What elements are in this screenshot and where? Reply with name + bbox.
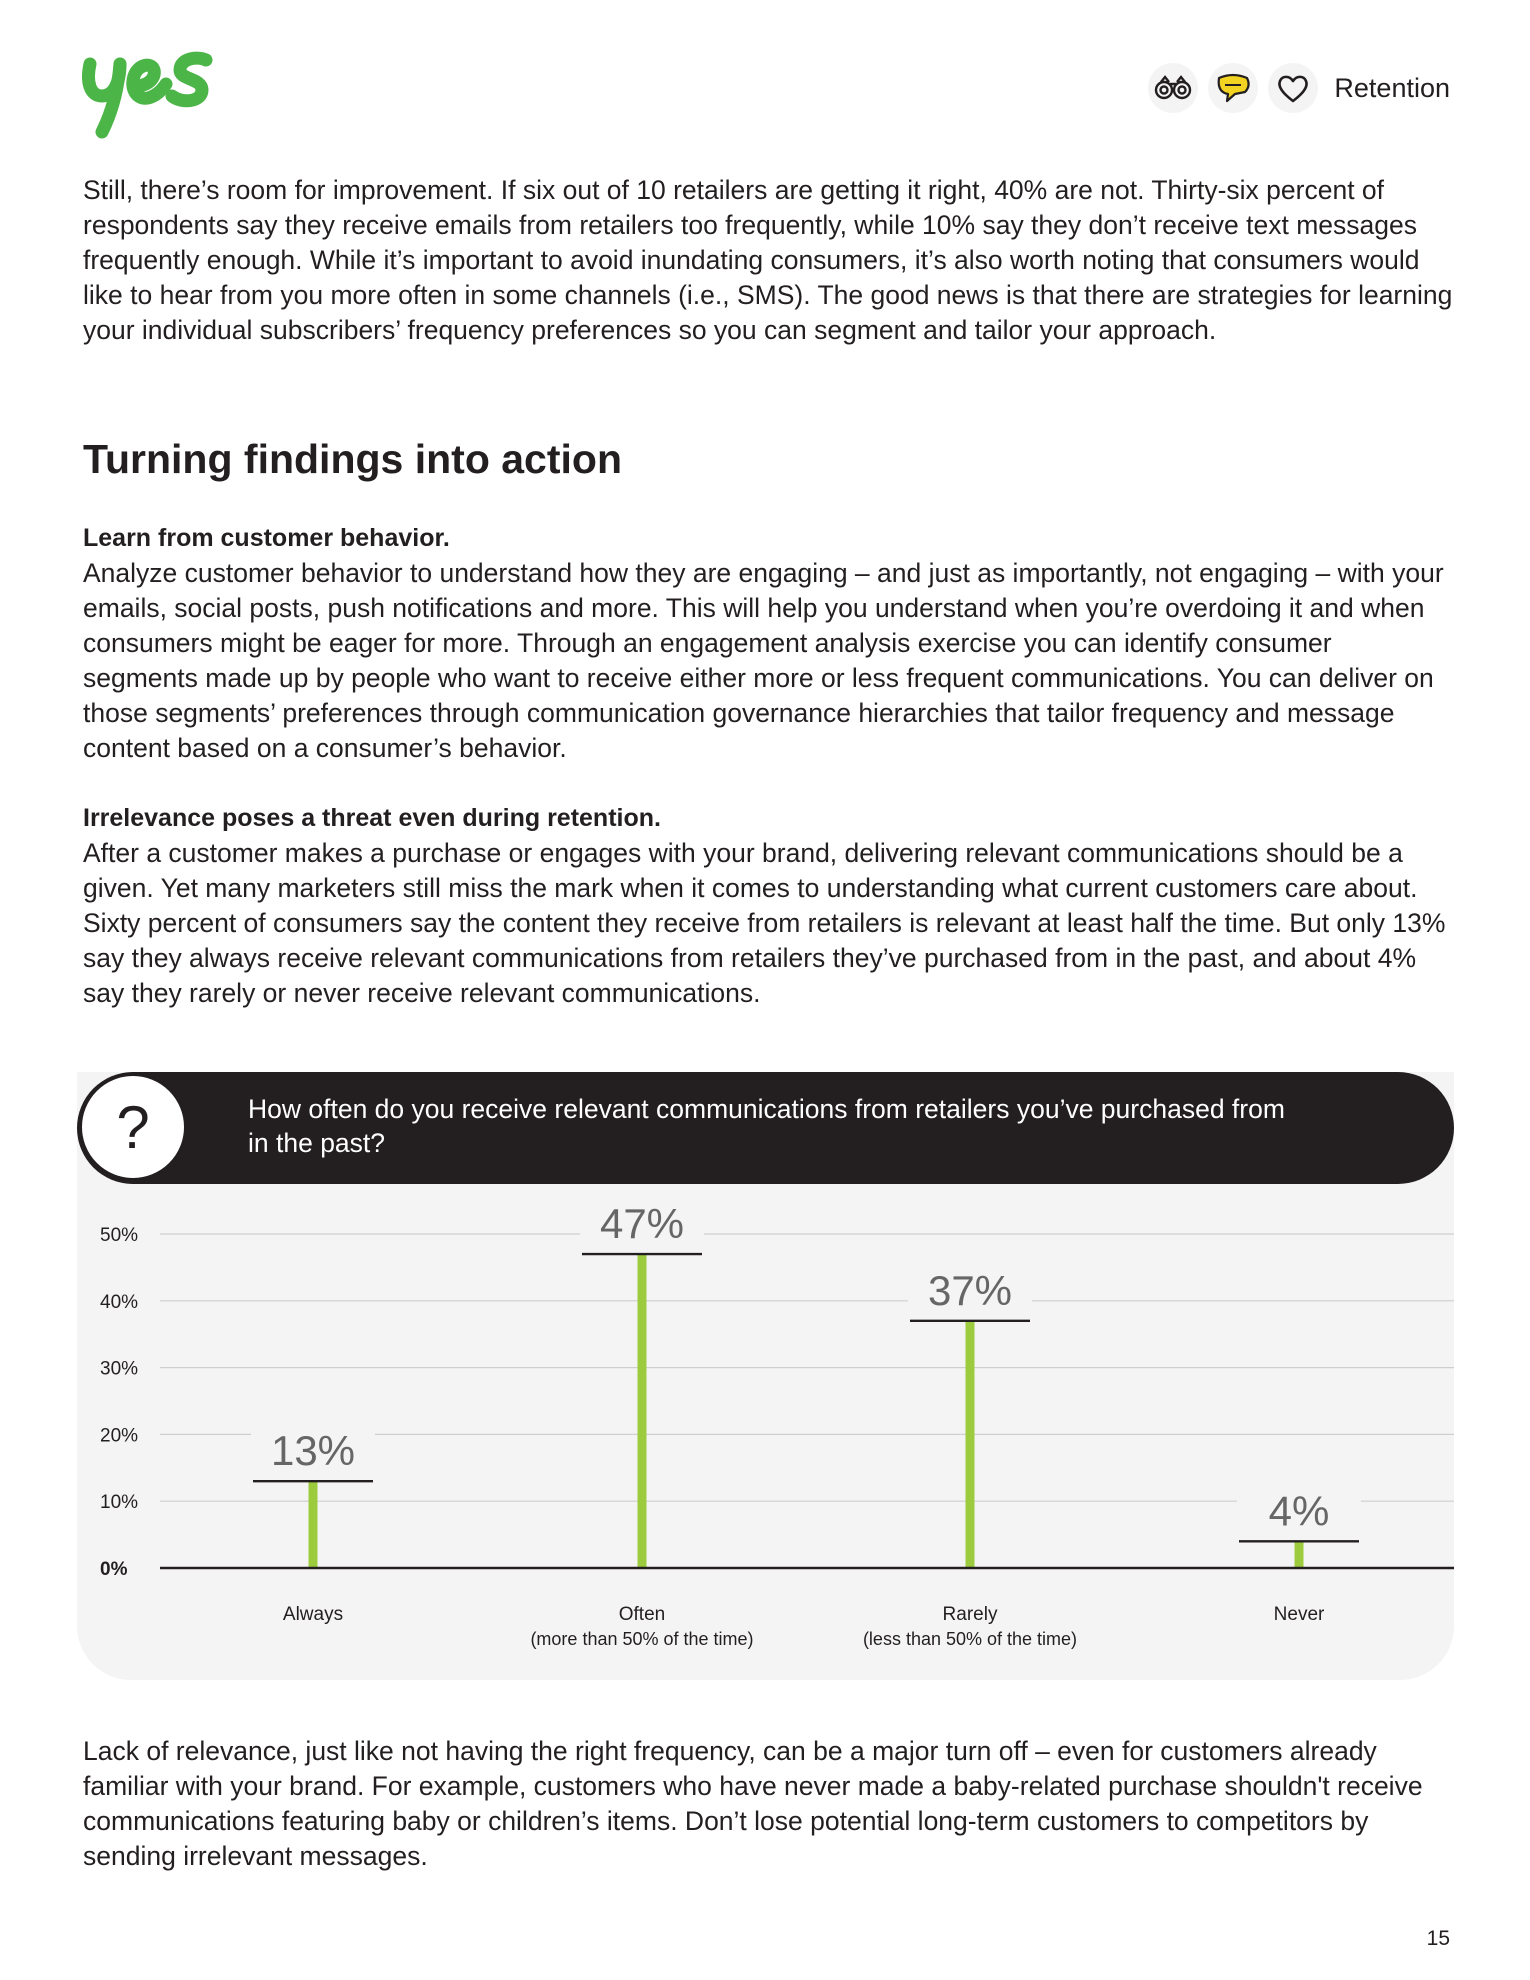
subheading-irrelevance: Irrelevance poses a threat even during retention. xyxy=(83,804,661,832)
y-tick-label: 10% xyxy=(100,1492,139,1514)
y-tick-label: 20% xyxy=(100,1425,139,1447)
category-sublabel: (less than 50% of the time) xyxy=(862,1629,1078,1649)
bar xyxy=(638,1254,647,1568)
intro-paragraph: Still, there’s room for improvement. If six out of 10 retailers are getting it right, 40% are not. Thirty-six percent of respondents say they receive emails from retailers too frequently, while 10% say they don’t receive text messages frequently enough. While it’s important to avoid inundating consumers, it’s also worth noting that consumers would like to hear from you more often in some channels (i.e., SMS). The good news is that there are strategies for learning your individual subscribers’ frequency preferences so you can segment and tailor your approach. xyxy=(83,175,1453,345)
y-tick-label: 50% xyxy=(100,1225,139,1246)
section-heading: Turning findings into action xyxy=(83,436,622,482)
value-label: 4% xyxy=(1268,1487,1330,1535)
category-label: Often xyxy=(618,1604,666,1625)
category-label: Rarely xyxy=(942,1604,998,1625)
question-text: How often do you receive relevant communications from retailers you’ve purchased from in the past? xyxy=(248,1094,1285,1158)
question-symbol: ? xyxy=(116,1093,150,1161)
learn-paragraph: Analyze customer behavior to understand how they are engaging – and just as importantly, not engaging – with your emails, social posts, push notifications and more. This will help you understand when you’re overdoing it and when consumers might be eager for more. Through an engagement analysis exercise you can identify consumer segments made up by people who want to receive either more or less frequent communications. You can deliver on those segments’ preferences through communication governance hierarchies that tailor frequency and message content based on a consumer’s behavior. xyxy=(83,558,1444,763)
bar xyxy=(309,1481,318,1568)
page-number: 15 xyxy=(1426,1927,1450,1950)
y-tick-label: 30% xyxy=(100,1358,139,1380)
category-sublabel: (more than 50% of the time) xyxy=(530,1629,754,1649)
y-tick-label: 40% xyxy=(100,1291,139,1313)
irrelevance-paragraph: After a customer makes a purchase or engages with your brand, delivering relevant communications should be a given. Yet many marketers still miss the mark when it comes to understanding what current customers care about. Sixty percent of consumers say the content they receive from retailers is relevant at least half the time. But only 13% say they always receive relevant communications from retailers they’ve purchased from in the past, and about 4% say they rarely or never receive relevant communications. xyxy=(83,838,1446,1008)
value-label: 13% xyxy=(270,1427,356,1475)
bar xyxy=(1295,1541,1304,1568)
section-label: Retention xyxy=(1334,72,1450,103)
category-label: Never xyxy=(1273,1604,1325,1625)
value-label: 37% xyxy=(927,1266,1013,1314)
category-label: Always xyxy=(282,1604,344,1625)
value-label: 47% xyxy=(599,1200,685,1248)
y-tick-label: 0% xyxy=(100,1559,128,1580)
outro-paragraph: Lack of relevance, just like not having the right frequency, can be a major turn off – even for customers already familiar with your brand. For example, customers who have never made a baby-related purchase shouldn't receive communications featuring baby or children’s items. Don’t lose potential long-term customers to competitors by sending irrelevant messages. xyxy=(83,1736,1423,1871)
subheading-learn: Learn from customer behavior. xyxy=(83,524,450,552)
bar xyxy=(966,1321,975,1568)
